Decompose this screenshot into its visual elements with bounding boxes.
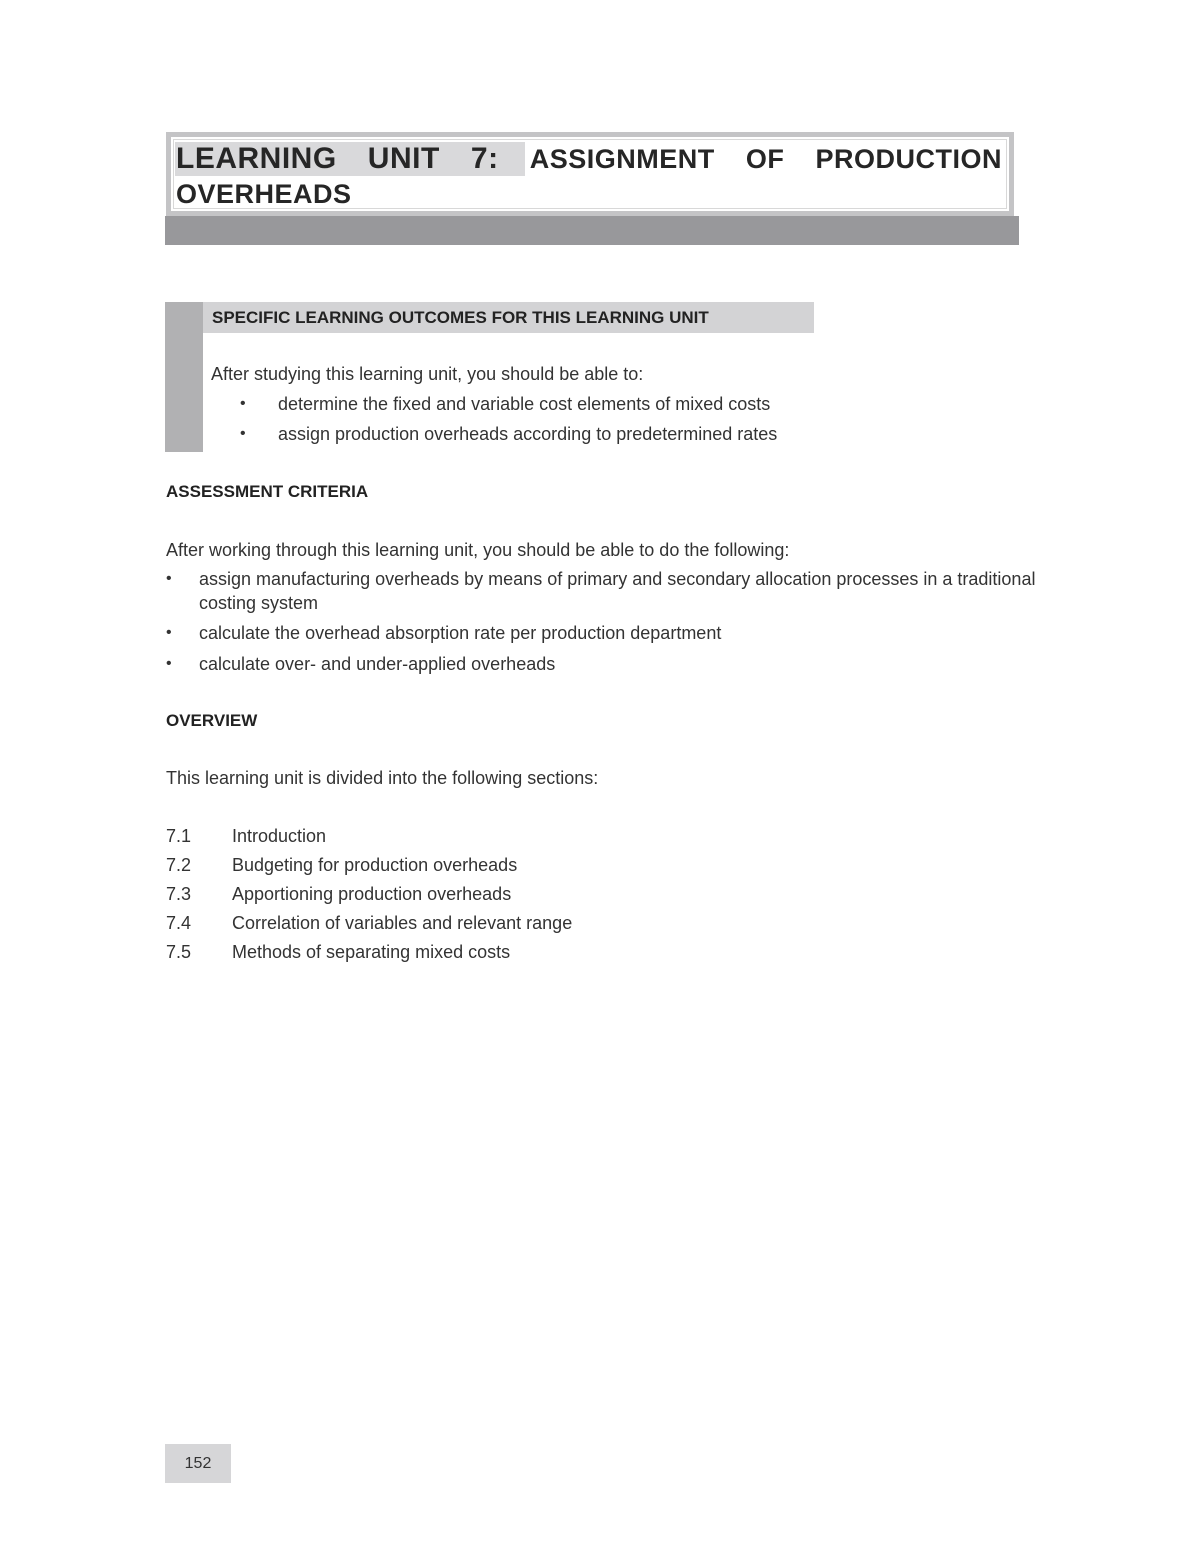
page-number: 152 xyxy=(165,1444,231,1483)
unit-title-line-1 xyxy=(176,140,1002,178)
bullet-icon: • xyxy=(166,655,172,672)
assessment-heading: ASSESSMENT CRITERIA xyxy=(166,482,369,501)
title-word: PRODUCTION xyxy=(815,144,1002,174)
section-list-item xyxy=(166,940,510,964)
bullet-icon: • xyxy=(240,395,246,412)
section-title: Apportioning production overheads xyxy=(232,884,512,904)
section-title: Correlation of variables and relevant range xyxy=(232,913,573,933)
list-item xyxy=(166,567,1046,615)
list-item-text: calculate over- and under-applied overheads xyxy=(199,654,556,674)
section-title: Budgeting for production overheads xyxy=(232,855,518,875)
section-title: Introduction xyxy=(232,826,327,846)
section-number: 7.1 xyxy=(166,826,192,846)
title-word: LEARNING xyxy=(176,142,337,175)
section-list-item xyxy=(166,853,517,877)
section-number: 7.3 xyxy=(166,884,192,904)
title-word: OF xyxy=(745,144,785,174)
section-list-item xyxy=(166,882,511,906)
section-number: 7.4 xyxy=(166,913,192,933)
unit-title-line-2: OVERHEADS xyxy=(176,179,352,209)
section-list-item xyxy=(166,911,572,935)
bullet-icon: • xyxy=(166,624,172,641)
title-word: UNIT xyxy=(367,142,440,175)
section-number: 7.5 xyxy=(166,942,192,962)
outcomes-heading: SPECIFIC LEARNING OUTCOMES FOR THIS LEARNING UNIT xyxy=(203,302,814,333)
overview-heading: OVERVIEW xyxy=(166,711,258,730)
bullet-icon: • xyxy=(240,425,246,442)
list-item xyxy=(166,621,1046,645)
section-number: 7.2 xyxy=(166,855,192,875)
list-item-text: assign manufacturing overheads by means of primary and secondary allocation processes in a traditional costing system xyxy=(199,569,1036,613)
overview-intro: This learning unit is divided into the following sections: xyxy=(166,768,599,788)
title-word: 7: xyxy=(470,142,499,175)
title-word: ASSIGNMENT xyxy=(529,144,715,174)
list-item xyxy=(166,652,1046,676)
outcomes-sidebar xyxy=(165,302,203,452)
outcomes-intro: After studying this learning unit, you should be able to: xyxy=(211,364,644,384)
assessment-intro: After working through this learning unit, you should be able to do the following: xyxy=(166,540,790,560)
list-item-text: determine the fixed and variable cost elements of mixed costs xyxy=(278,394,771,414)
title-underbar xyxy=(165,216,1019,245)
bullet-icon: • xyxy=(166,570,172,587)
section-list-item xyxy=(166,824,326,848)
section-title: Methods of separating mixed costs xyxy=(232,942,511,962)
list-item-text: calculate the overhead absorption rate per production department xyxy=(199,623,722,643)
list-item-text: assign production overheads according to predetermined rates xyxy=(278,424,778,444)
